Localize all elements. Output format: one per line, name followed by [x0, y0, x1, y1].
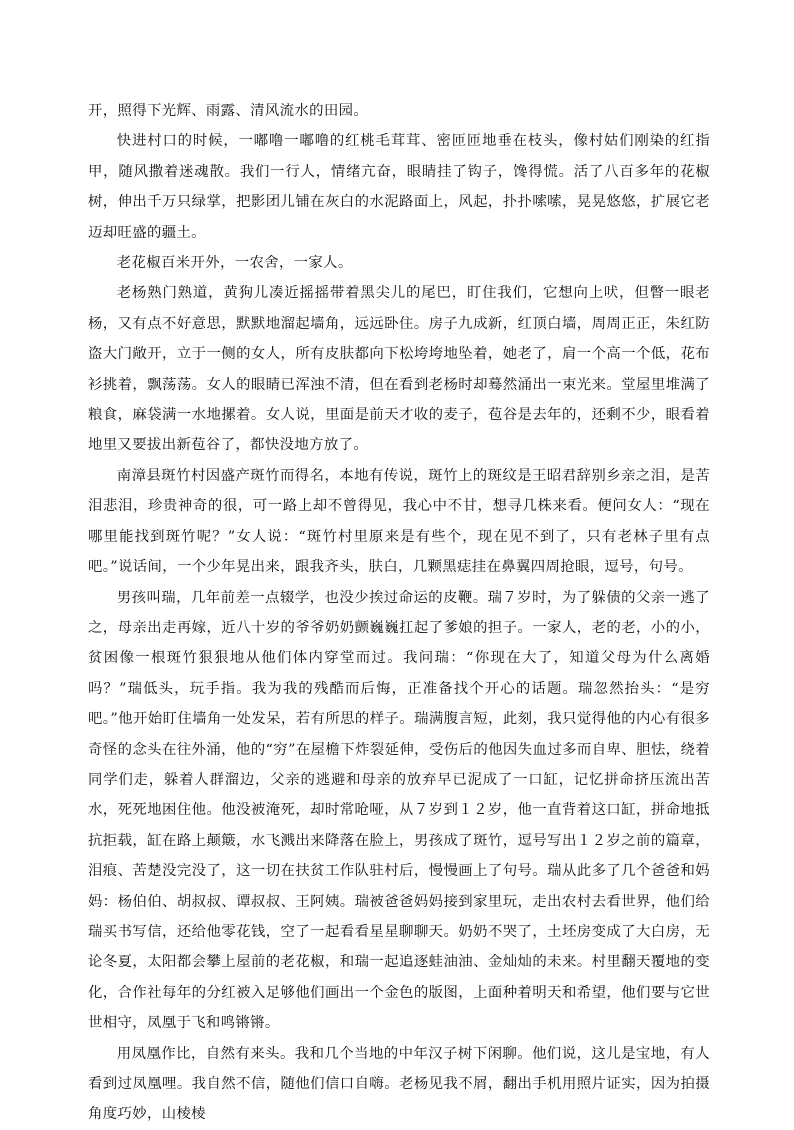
paragraph-7: 用凤凰作比，自然有来头。我和几个当地的中年汉子树下闲聊。他们说，这儿是宝地，有人看到过凤凰哩。我自然不信，随他们信口自嗨。老杨见我不屑，翻出手机用照片证实，因为拍摄角度巧妙，山棱棱	[88, 1045, 710, 1123]
paragraph-5: 南漳县斑竹村因盛产斑竹而得名，本地有传说，斑竹上的斑纹是王昭君辞别乡亲之泪，是苦泪悲泪，珍贵神奇的很，可一路上却不曾得见，我心中不甘，想寻几株来看。便问女人：“现在哪里能找到斑竹呢？”女人说：“斑竹村里原来是有些个，现在见不到了，只有老林子里有点吧。”说话间，一个少年晃出来，跟我齐头，肤白，几颗黑痣挂在鼻翼四周抢眼，逗号，句号。	[88, 467, 710, 576]
paragraph-6: 男孩叫瑞，几年前差一点辍学，也没少挨过命运的皮鞭。瑞７岁时，为了躲债的父亲一逃了之，母亲出走再嫁，近八十岁的爷爷奶奶颤巍巍扛起了爹娘的担子。一家人，老的老，小的小，贫困像一根斑竹狠狠地从他们体内穿堂而过。我问瑞：“你现在大了，知道父母为什么离婚吗？”瑞低头，玩手指。我为我的残酷而后悔，正准备找个开心的话题。瑞忽然抬头：“是穷吧。”他开始盯住墙角一处发呆，若有所思的样子。瑞满腹言短，此刻，我只觉得他的内心有很多奇怪的念头在往外涌，他的“穷”在屋檐下炸裂延伸，受伤后的他因失血过多而自卑、胆怯，绕着同学们走，躲着人群溜边，父亲的逃避和母亲的放弃早已泥成了一口缸，记忆拼命挤压流出苦水，死死地困住他。他没被淹死，却时常呛哑，从７岁到１２岁，他一直背着这口缸，拼命地抵抗拒载，缸在路上颠簸，水飞溅出来降落在脸上，男孩成了斑竹，逗号写出１２岁之前的篇章，泪痕、苦楚没完没了，这一切在扶贫工作队驻村后，慢慢画上了句号。瑞从此多了几个爸爸和妈妈：杨伯伯、胡叔叔、谭叔叔、王阿姨。瑞被爸爸妈妈接到家里玩，走出农村去看世界，他们给瑞买书写信，还给他零花钱，空了一起看看星星聊聊天。奶奶不哭了，土坯房变成了大白房，无论冬夏，太阳都会攀上屋前的老花椒，和瑞一起追逐蛙油油、金灿灿的未来。村里翻天覆地的变化，合作社每年的分红被入足够他们画出一个金色的版图，上面种着明天和希望，他们要与它世世相守，凤凰于飞和鸣锵锵。	[88, 589, 710, 1032]
article-body	[88, 96, 710, 1130]
paragraph-1: 开，照得下光辉、雨露、清风流水的田园。	[88, 103, 369, 119]
paragraph-2: 快进村口的时候，一嘟噜一嘟噜的红桃毛茸茸、密匝匝地垂在枝头，像村姑们刚染的红指甲，随风撒着迷魂散。我们一行人，情绪亢奋，眼睛挂了钩子，馋得慌。活了八百多年的花椒树，伸出千万只绿掌，把影团儿铺在灰白的水泥路面上，风起，扑扑嗦嗦，晃晃悠悠，扩展它老迈却旺盛的疆土。	[88, 133, 710, 241]
paragraph-4: 老杨熟门熟道，黄狗儿凑近摇摇带着黑尖儿的尾巴，盯住我们，它想向上吠，但瞥一眼老杨，又有点不好意思，默默地溜起墙角，远远卧住。房子九成新，红顶白墙，周周正正，朱红防盗大门敞开，立于一侧的女人，所有皮肤都向下松垮垮地坠着，她老了，肩一个高一个低，花布衫挑着，飘荡荡。女人的眼睛已浑浊不清，但在看到老杨时却蓦然涌出一束光来。堂屋里堆满了粮食，麻袋满一水地摞着。女人说，里面是前天才收的麦子，苞谷是去年的，还剩不少，眼看着地里又要拔出新苞谷了，都快没地方放了。	[88, 285, 710, 454]
paragraph-3: 老花椒百米开外，一农舍，一家人。	[116, 255, 353, 272]
